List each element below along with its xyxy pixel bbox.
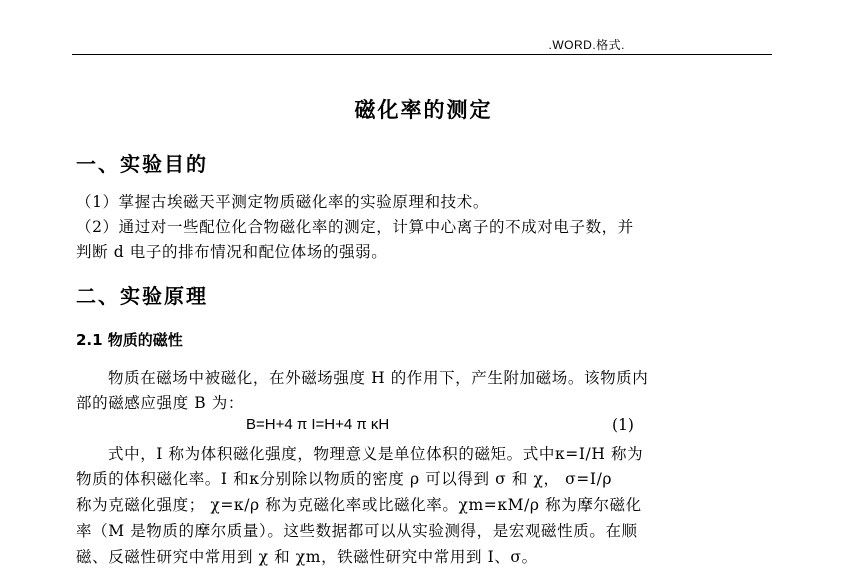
objective-item-1: （1）掌握古埃磁天平测定物质磁化率的实验原理和技术。 [76,193,489,211]
section-heading-objectives: 一、实验目的 [76,152,208,176]
section-heading-principle: 二、实验原理 [76,284,208,308]
equation-number: (1) [612,416,634,434]
paragraph-2-line-3: 称为克磁化强度； χ=κ/ρ 称为克磁化率或比磁化率。χm=κM/ρ 称为摩尔磁化 [76,496,642,514]
paragraph-2-line-5: 磁、反磁性研究中常用到 χ 和 χm，铁磁性研究中常用到 I、σ。 [76,548,538,566]
paragraph-2-line-4: 率（M 是物质的摩尔质量）。这些数据都可以从实验测得，是宏观磁性质。在顺 [76,522,638,540]
header-rule [72,54,772,55]
formula-b: B=H+4 π I=H+4 π κH [246,416,390,433]
page-header: .WORD.格式. [548,38,625,52]
paragraph-2-line-1: 式中，I 称为体积磁化强度，物理意义是单位体积的磁矩。式中κ=I/H 称为 [108,445,644,463]
objective-item-2-cont: 判断 d 电子的排布情况和配位体场的强弱。 [76,243,388,261]
paragraph-1-line-1: 物质在磁场中被磁化，在外磁场强度 H 的作用下，产生附加磁场。该物质内 [108,369,649,387]
objective-item-2: （2）通过对一些配位化合物磁化率的测定，计算中心离子的不成对电子数，并 [76,218,634,236]
paragraph-1-line-2: 部的磁感应强度 B 为： [76,394,244,412]
subsection-heading-magnetism: 2.1 物质的磁性 [76,331,183,349]
paragraph-2-line-2: 物质的体积磁化率。I 和κ分别除以物质的密度 ρ 可以得到 σ 和 χ， σ=I/ρ [76,470,613,488]
document-title: 磁化率的测定 [354,97,493,122]
